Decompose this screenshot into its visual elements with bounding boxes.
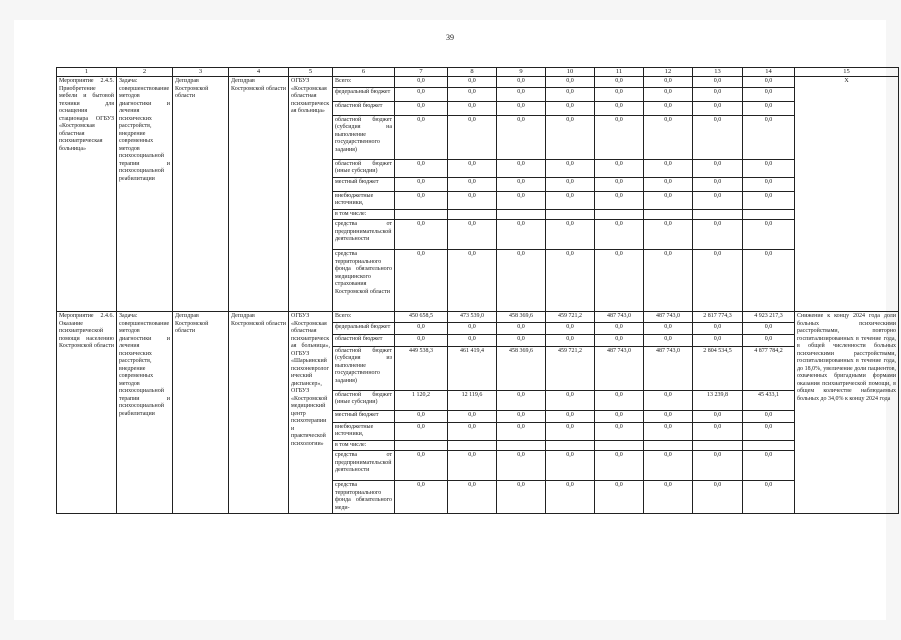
amount-cell: 0,0 xyxy=(595,177,644,191)
column-number-7: 7 xyxy=(395,68,448,77)
column-number-9: 9 xyxy=(497,68,546,77)
amount-cell: 0,0 xyxy=(448,87,497,101)
amount-cell xyxy=(448,209,497,220)
amount-cell: 0,0 xyxy=(693,422,743,440)
co-executor: Депздрав Костромской области xyxy=(229,77,289,312)
amount-cell: 13 239,8 xyxy=(693,390,743,410)
amount-cell: 0,0 xyxy=(693,220,743,250)
amount-cell: 449 538,3 xyxy=(395,346,448,390)
amount-cell: 0,0 xyxy=(743,422,795,440)
amount-cell xyxy=(497,440,546,451)
amount-cell: 0,0 xyxy=(693,115,743,159)
amount-cell: 0,0 xyxy=(743,481,795,514)
document-page xyxy=(14,20,896,620)
amount-cell xyxy=(595,440,644,451)
amount-cell: 0,0 xyxy=(497,334,546,346)
amount-cell: 0,0 xyxy=(644,101,693,115)
amount-cell: 0,0 xyxy=(644,322,693,334)
amount-cell: 0,0 xyxy=(546,390,595,410)
amount-cell: 0,0 xyxy=(395,410,448,422)
budget-table xyxy=(56,67,899,514)
amount-cell: 0,0 xyxy=(595,115,644,159)
amount-cell: 0,0 xyxy=(644,77,693,88)
funding-source-label: средства территориального фонда обязательного меди- xyxy=(333,481,395,514)
amount-cell xyxy=(693,209,743,220)
amount-cell: 0,0 xyxy=(743,87,795,101)
expected-result: X xyxy=(795,77,899,312)
amount-cell: 0,0 xyxy=(497,220,546,250)
amount-cell: 0,0 xyxy=(595,250,644,312)
amount-cell: 0,0 xyxy=(693,101,743,115)
amount-cell: 0,0 xyxy=(644,410,693,422)
amount-cell: 0,0 xyxy=(395,220,448,250)
amount-cell: 0,0 xyxy=(546,77,595,88)
funding-source-label: средства территориального фонда обязательного медицинского страхования Костромской области xyxy=(333,250,395,312)
amount-cell: 0,0 xyxy=(644,250,693,312)
amount-cell: 0,0 xyxy=(497,87,546,101)
amount-cell: 0,0 xyxy=(743,334,795,346)
amount-cell: 0,0 xyxy=(395,115,448,159)
amount-cell: 0,0 xyxy=(448,101,497,115)
amount-cell: 0,0 xyxy=(743,322,795,334)
amount-cell: 0,0 xyxy=(497,250,546,312)
amount-cell: 0,0 xyxy=(448,220,497,250)
amount-cell: 0,0 xyxy=(595,101,644,115)
amount-cell xyxy=(743,209,795,220)
amount-cell: 459 721,2 xyxy=(546,346,595,390)
amount-cell: 0,0 xyxy=(595,220,644,250)
amount-cell xyxy=(644,209,693,220)
amount-cell: 0,0 xyxy=(546,451,595,481)
funding-source-label: областной бюджет (иные субсидии) xyxy=(333,390,395,410)
amount-cell: 0,0 xyxy=(395,101,448,115)
amount-cell: 0,0 xyxy=(546,220,595,250)
funding-source-label: средства от предпринимательской деятельности xyxy=(333,220,395,250)
amount-cell: 0,0 xyxy=(546,422,595,440)
funding-source-label: внебюджетные источники, xyxy=(333,422,395,440)
amount-cell: 0,0 xyxy=(546,322,595,334)
amount-cell: 0,0 xyxy=(693,250,743,312)
amount-cell: 0,0 xyxy=(546,101,595,115)
amount-cell: 0,0 xyxy=(448,191,497,209)
column-number-15: 15 xyxy=(795,68,899,77)
amount-cell xyxy=(743,440,795,451)
amount-cell xyxy=(395,209,448,220)
amount-cell: 0,0 xyxy=(497,159,546,177)
amount-cell: 0,0 xyxy=(595,390,644,410)
funding-source-label: областной бюджет (субсидия на выполнение государственного задания) xyxy=(333,115,395,159)
column-number-row xyxy=(57,68,899,77)
amount-cell: 0,0 xyxy=(497,191,546,209)
amount-cell: 0,0 xyxy=(395,422,448,440)
amount-cell: 0,0 xyxy=(644,115,693,159)
amount-cell: 2 804 534,5 xyxy=(693,346,743,390)
amount-cell: 0,0 xyxy=(743,410,795,422)
amount-cell: 0,0 xyxy=(497,77,546,88)
amount-cell: 0,0 xyxy=(644,334,693,346)
participant-org: ОГБУЗ «Костромская областная психиатрическая больница», ОГБУЗ «Шарьинский психоневрологический диспансер», ОГБУЗ «Костромской медицинский центр психотерапии и практической психологии» xyxy=(289,312,333,514)
funding-source-label: областной бюджет xyxy=(333,101,395,115)
measure-name: Мероприятие 2.4.5. Приобретение мебели и бытовой техники для оснащения стационара ОГБУЗ «Костромская областная психиатрическая больница» xyxy=(57,77,117,312)
column-number-8: 8 xyxy=(448,68,497,77)
table-row xyxy=(57,312,899,323)
funding-source-label: федеральный бюджет xyxy=(333,87,395,101)
column-number-2: 2 xyxy=(117,68,173,77)
amount-cell: 0,0 xyxy=(595,451,644,481)
table-row xyxy=(57,77,899,88)
amount-cell: 0,0 xyxy=(644,191,693,209)
amount-cell: 0,0 xyxy=(743,159,795,177)
column-number-1: 1 xyxy=(57,68,117,77)
funding-source-label: Всего: xyxy=(333,77,395,88)
amount-cell: 0,0 xyxy=(595,191,644,209)
column-number-11: 11 xyxy=(595,68,644,77)
amount-cell: 0,0 xyxy=(595,159,644,177)
amount-cell: 0,0 xyxy=(546,115,595,159)
amount-cell: 0,0 xyxy=(497,101,546,115)
amount-cell: 0,0 xyxy=(693,481,743,514)
amount-cell: 0,0 xyxy=(595,334,644,346)
amount-cell: 0,0 xyxy=(448,422,497,440)
amount-cell: 0,0 xyxy=(743,115,795,159)
amount-cell xyxy=(448,440,497,451)
column-number-10: 10 xyxy=(546,68,595,77)
amount-cell: 0,0 xyxy=(497,410,546,422)
amount-cell: 0,0 xyxy=(595,77,644,88)
amount-cell: 0,0 xyxy=(546,334,595,346)
amount-cell: 0,0 xyxy=(595,422,644,440)
amount-cell: 0,0 xyxy=(395,177,448,191)
amount-cell: 2 817 774,3 xyxy=(693,312,743,323)
amount-cell xyxy=(595,209,644,220)
executor: Депздрав Костромской области xyxy=(173,77,229,312)
amount-cell: 0,0 xyxy=(448,481,497,514)
amount-cell: 0,0 xyxy=(693,334,743,346)
amount-cell: 0,0 xyxy=(448,334,497,346)
amount-cell: 0,0 xyxy=(743,101,795,115)
amount-cell: 0,0 xyxy=(448,410,497,422)
amount-cell: 0,0 xyxy=(546,177,595,191)
amount-cell xyxy=(546,209,595,220)
amount-cell: 473 539,0 xyxy=(448,312,497,323)
amount-cell: 0,0 xyxy=(395,87,448,101)
amount-cell: 0,0 xyxy=(497,322,546,334)
funding-source-label: в том числе: xyxy=(333,440,395,451)
amount-cell: 458 369,6 xyxy=(497,312,546,323)
amount-cell xyxy=(693,440,743,451)
amount-cell: 0,0 xyxy=(693,159,743,177)
funding-source-label: местный бюджет xyxy=(333,177,395,191)
amount-cell: 461 419,4 xyxy=(448,346,497,390)
column-number-14: 14 xyxy=(743,68,795,77)
task-description: Задача: совершенствование методов диагностики и лечения психических расстройств, внедрение современных методов психосоциальной терапии и психосоциальной реабилитации xyxy=(117,312,173,514)
amount-cell: 0,0 xyxy=(743,250,795,312)
amount-cell: 0,0 xyxy=(395,77,448,88)
amount-cell: 487 743,0 xyxy=(644,346,693,390)
amount-cell: 0,0 xyxy=(644,159,693,177)
funding-source-label: федеральный бюджет xyxy=(333,322,395,334)
amount-cell: 0,0 xyxy=(595,87,644,101)
funding-source-label: местный бюджет xyxy=(333,410,395,422)
amount-cell: 0,0 xyxy=(693,191,743,209)
amount-cell: 0,0 xyxy=(448,451,497,481)
amount-cell: 0,0 xyxy=(693,410,743,422)
amount-cell: 0,0 xyxy=(595,410,644,422)
amount-cell: 0,0 xyxy=(448,115,497,159)
amount-cell xyxy=(546,440,595,451)
amount-cell: 0,0 xyxy=(644,451,693,481)
amount-cell: 0,0 xyxy=(743,191,795,209)
amount-cell: 0,0 xyxy=(743,177,795,191)
amount-cell: 0,0 xyxy=(448,77,497,88)
amount-cell: 0,0 xyxy=(693,322,743,334)
amount-cell: 0,0 xyxy=(497,422,546,440)
co-executor: Депздрав Костромской области xyxy=(229,312,289,514)
funding-source-label: областной бюджет (иные субсидии) xyxy=(333,159,395,177)
amount-cell: 487 743,0 xyxy=(644,312,693,323)
amount-cell xyxy=(497,209,546,220)
amount-cell: 0,0 xyxy=(497,451,546,481)
amount-cell: 450 658,5 xyxy=(395,312,448,323)
amount-cell: 0,0 xyxy=(497,481,546,514)
amount-cell: 0,0 xyxy=(395,250,448,312)
column-number-5: 5 xyxy=(289,68,333,77)
column-number-6: 6 xyxy=(333,68,395,77)
column-number-4: 4 xyxy=(229,68,289,77)
amount-cell: 0,0 xyxy=(395,334,448,346)
amount-cell: 0,0 xyxy=(395,159,448,177)
funding-source-label: внебюджетные источники, xyxy=(333,191,395,209)
funding-source-label: Всего: xyxy=(333,312,395,323)
amount-cell: 0,0 xyxy=(644,87,693,101)
amount-cell: 0,0 xyxy=(693,87,743,101)
amount-cell: 0,0 xyxy=(497,390,546,410)
amount-cell: 0,0 xyxy=(395,191,448,209)
amount-cell: 0,0 xyxy=(546,159,595,177)
amount-cell: 0,0 xyxy=(497,177,546,191)
amount-cell: 0,0 xyxy=(497,115,546,159)
funding-source-label: в том числе: xyxy=(333,209,395,220)
participant-org: ОГБУЗ «Костромская областная психиатрическая больница» xyxy=(289,77,333,312)
amount-cell: 0,0 xyxy=(546,87,595,101)
amount-cell: 0,0 xyxy=(395,322,448,334)
amount-cell: 0,0 xyxy=(448,177,497,191)
page-number: 39 xyxy=(446,33,454,42)
amount-cell: 459 721,2 xyxy=(546,312,595,323)
measure-name: Мероприятие 2.4.6. Оказание психиатрической помощи населению Костромской области xyxy=(57,312,117,514)
amount-cell: 1 120,2 xyxy=(395,390,448,410)
amount-cell: 0,0 xyxy=(395,451,448,481)
amount-cell: 0,0 xyxy=(546,191,595,209)
funding-source-label: средства от предпринимательской деятельности xyxy=(333,451,395,481)
amount-cell: 0,0 xyxy=(448,250,497,312)
amount-cell: 12 119,6 xyxy=(448,390,497,410)
amount-cell: 0,0 xyxy=(693,177,743,191)
amount-cell: 0,0 xyxy=(644,177,693,191)
amount-cell: 0,0 xyxy=(743,220,795,250)
amount-cell xyxy=(395,440,448,451)
amount-cell: 0,0 xyxy=(743,77,795,88)
amount-cell: 0,0 xyxy=(546,250,595,312)
amount-cell: 487 743,0 xyxy=(595,312,644,323)
expected-result: Снижение к концу 2024 года доли больных психическими расстройствами, повторно госпитализированных в течение года, в общей численности больных психическими расстройствами, госпитализированных в течение года, до 18,0%, увеличение доли пациентов, охваченных бригадными формами оказания психиатрической помощи, в общем количестве наблюдаемых больных до 34,0% к концу 2024 года xyxy=(795,312,899,514)
column-number-3: 3 xyxy=(173,68,229,77)
amount-cell: 0,0 xyxy=(595,481,644,514)
amount-cell: 0,0 xyxy=(448,322,497,334)
amount-cell: 0,0 xyxy=(644,422,693,440)
task-description: Задача: совершенствование методов диагностики и лечения психических расстройств, внедрение современных методов психосоциальной терапии и психосоциальной реабилитации xyxy=(117,77,173,312)
amount-cell: 0,0 xyxy=(395,481,448,514)
amount-cell xyxy=(644,440,693,451)
amount-cell: 0,0 xyxy=(693,77,743,88)
column-number-13: 13 xyxy=(693,68,743,77)
funding-source-label: областной бюджет (субсидия из выполнение государственного задания) xyxy=(333,346,395,390)
executor: Депздрав Костромской области xyxy=(173,312,229,514)
amount-cell: 0,0 xyxy=(644,390,693,410)
amount-cell: 487 743,0 xyxy=(595,346,644,390)
amount-cell: 0,0 xyxy=(448,159,497,177)
column-number-12: 12 xyxy=(644,68,693,77)
amount-cell: 0,0 xyxy=(743,451,795,481)
amount-cell: 0,0 xyxy=(644,481,693,514)
amount-cell: 458 369,6 xyxy=(497,346,546,390)
amount-cell: 0,0 xyxy=(546,410,595,422)
amount-cell: 0,0 xyxy=(546,481,595,514)
amount-cell: 0,0 xyxy=(644,220,693,250)
amount-cell: 45 433,1 xyxy=(743,390,795,410)
funding-source-label: областной бюджет xyxy=(333,334,395,346)
amount-cell: 0,0 xyxy=(595,322,644,334)
amount-cell: 0,0 xyxy=(693,451,743,481)
amount-cell: 4 877 784,2 xyxy=(743,346,795,390)
amount-cell: 4 923 217,3 xyxy=(743,312,795,323)
